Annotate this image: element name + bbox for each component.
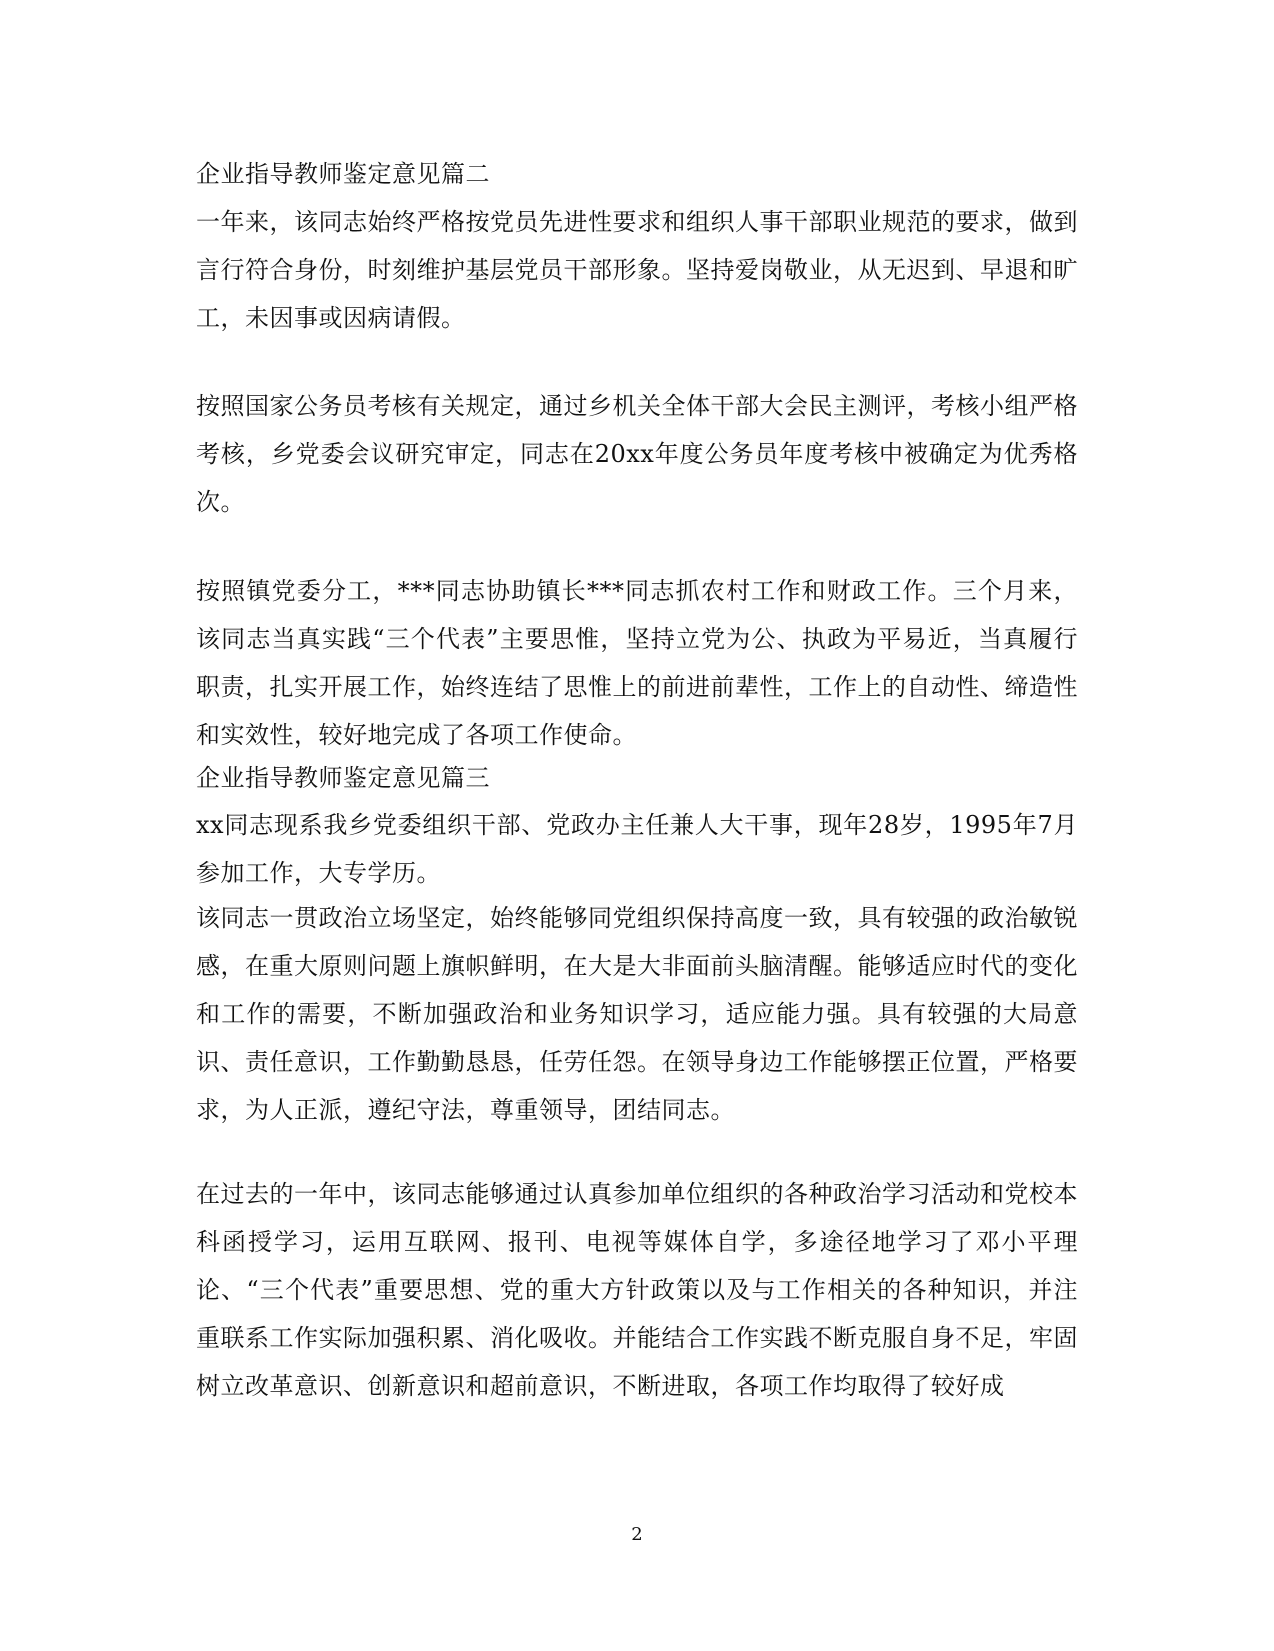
section-title-3: 企业指导教师鉴定意见篇三 — [196, 764, 490, 792]
section-title-2: 企业指导教师鉴定意见篇二 — [196, 160, 490, 188]
paragraph-4: xx同志现系我乡党委组织干部、党政办主任兼人大干事，现年28岁，1995年7月参加工作，大专学历。 — [196, 811, 1078, 887]
page-number: 2 — [631, 1524, 643, 1545]
paragraph-1: 一年来，该同志始终严格按党员先进性要求和组织人事干部职业规范的要求，做到言行符合身份，时刻维护基层党员干部形象。坚持爱岗敬业，从无迟到、早退和旷工，未因事或因病请假。 — [196, 208, 1078, 332]
paragraph-2: 按照国家公务员考核有关规定，通过乡机关全体干部大会民主测评，考核小组严格考核，乡党委会议研究审定，同志在20xx年度公务员年度考核中被确定为优秀格次。 — [196, 392, 1078, 516]
paragraph-3: 按照镇党委分工，***同志协助镇长***同志抓农村工作和财政工作。三个月来，该同志当真实践“三个代表”主要思惟，坚持立党为公、执政为平易近，当真履行职责，扎实开展工作，始终连结了思惟上的前进前辈性，工作上的自动性、缔造性和实效性，较好地完成了各项工作使命。 — [196, 577, 1078, 749]
paragraph-6: 在过去的一年中，该同志能够通过认真参加单位组织的各种政治学习活动和党校本科函授学习，运用互联网、报刊、电视等媒体自学，多途径地学习了邓小平理论、“三个代表”重要思想、党的重大方针政策以及与工作相关的各种知识，并注重联系工作实际加强积累、消化吸收。并能结合工作实践不断克服自身不足，牢固树立改革意识、创新意识和超前意识，不断进取，各项工作均取得了较好成 — [196, 1180, 1078, 1400]
paragraph-5: 该同志一贯政治立场坚定，始终能够同党组织保持高度一致，具有较强的政治敏锐感，在重大原则问题上旗帜鲜明，在大是大非面前头脑清醒。能够适应时代的变化和工作的需要，不断加强政治和业务知识学习，适应能力强。具有较强的大局意识、责任意识，工作勤勤恳恳，任劳任怨。在领导身边工作能够摆正位置，严格要求，为人正派，遵纪守法，尊重领导，团结同志。 — [196, 904, 1078, 1124]
